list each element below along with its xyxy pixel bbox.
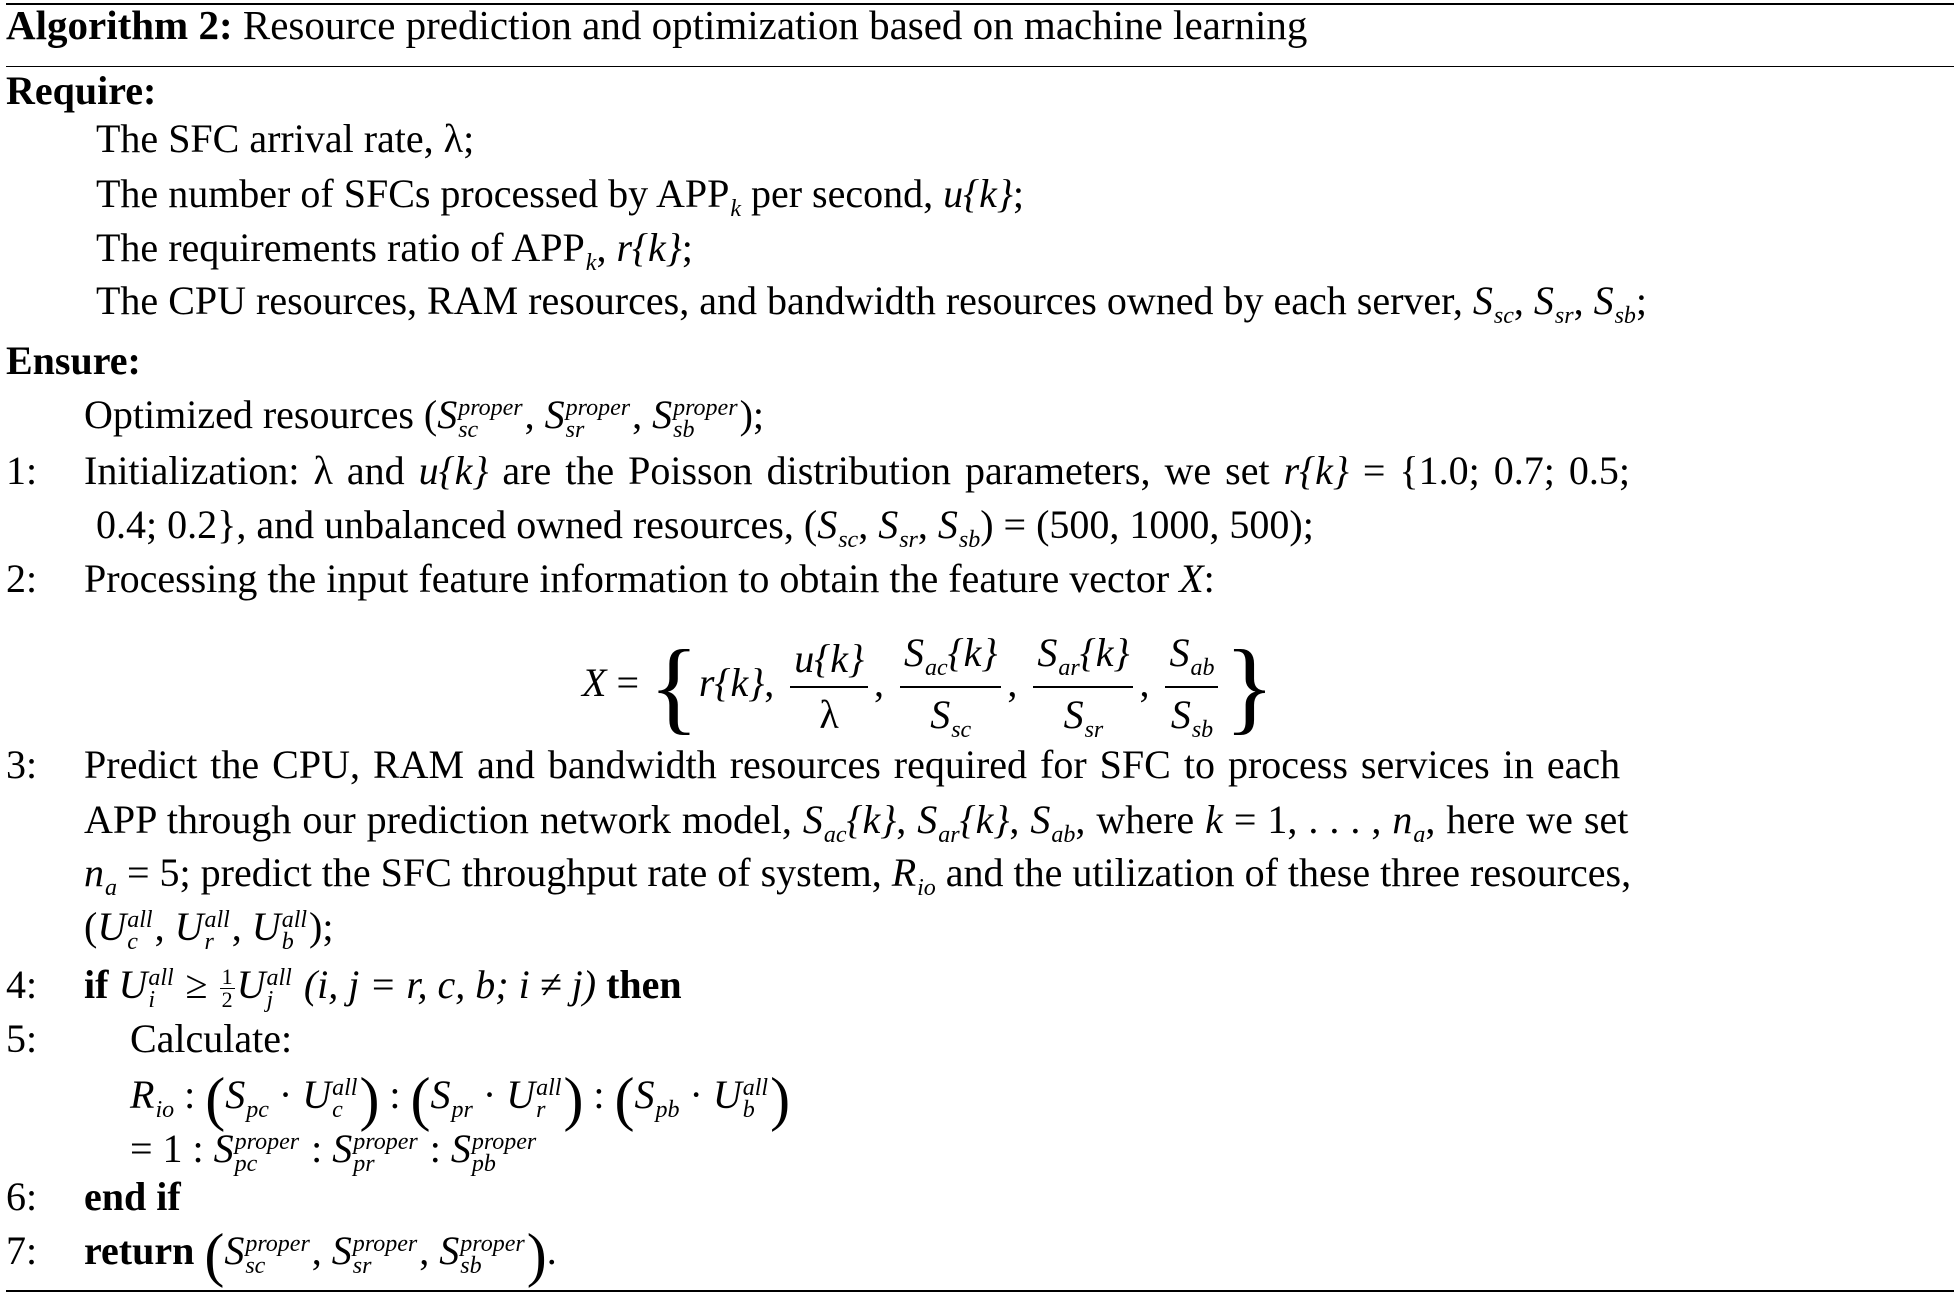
step-3-line-3: $n_a = 5$; predict the SFC throughput rate of system, $R_{io}$ and the utilization of these three resources, (84, 850, 1632, 901)
step-3-line-1: Predict the CPU, RAM and bandwidth resources required for SFC to process services in each (84, 742, 1621, 787)
step-5-ratio-line-2: = 1 : S proper pc : S proper pr : S proper pb (130, 1126, 537, 1177)
step-number-7: 7: (6, 1228, 38, 1273)
step-2-text: Processing the input feature information to obtain the feature vector X: (84, 556, 1215, 601)
algorithm-header (6, 0, 1307, 50)
require-label: Require: (6, 68, 157, 113)
step-3-line-4: (U all c , U all r , U all b ); (84, 904, 334, 955)
step-number-1: 1: (6, 448, 38, 493)
step-number-6: 6: (6, 1174, 38, 1219)
fraction-u-over-lambda: $\frac{u\{k\}}{\lambda}$ (790, 634, 868, 740)
step-5-ratio-line-1: $R_{io}$ : ($S_{pc} \cdot U$ all c ) : ($S_{pr} \cdot U$ all r ) : ($S_{pb} \cdot U$ all b ) (130, 1065, 791, 1132)
bottom-rule (6, 1290, 1954, 1292)
feature-vector-equation: X = {r{k}, $\frac{u\{k\}}{\lambda}$ , $\frac{S_{ac}\{k\}}{S_{sc}}$ , $\frac{S_{ar}\{k\}}{S_{sr}}$ , $\frac{S_{ab}}{S_{sb}}$ } (582, 629, 1275, 744)
step-3-line-2: APP through our prediction network model, $S_{ac}\{k\}$, $S_{ar}\{k\}$, $S_{ab}$, where k = 1, . . . , $n_a$, here we set (84, 797, 1629, 848)
step-number-5: 5: (6, 1016, 38, 1061)
algorithm-title: Resource prediction and optimization based on machine learning (242, 2, 1308, 48)
fraction-sar-over-ssr: $\frac{S_{ar}\{k\}}{S_{sr}}$ (1033, 628, 1133, 746)
require-item-processed-sfcs: The number of SFCs processed by $APP_k$ per second, u{k}; (96, 171, 1025, 222)
header-rule (6, 66, 1954, 67)
step-5-text: Calculate: (130, 1016, 293, 1061)
ensure-item-optimized-resources: Optimized resources (S proper sc , S proper sr , S proper sb ); (84, 392, 764, 443)
step-4-if-condition: if U all i ≥ $\frac{1}{2}$ U all j (i, j = r, c, b; i ≠ j) then (84, 962, 682, 1013)
require-item-server-resources: The CPU resources, RAM resources, and bandwidth resources owned by each server, $S_{sc}$, $S_{sr}$, $S_{sb}$; (96, 278, 1648, 329)
require-item-arrival-rate: The SFC arrival rate, λ; (96, 116, 475, 161)
step-number-2: 2: (6, 556, 38, 601)
step-1-line-1: Initialization: λ and u{k} are the Poisson distribution parameters, we set r{k} = {1.0; 0.7; 0.5; (84, 448, 1630, 493)
step-number-4: 4: (6, 962, 38, 1007)
algorithm-label: Algorithm 2: (6, 2, 233, 48)
ensure-label: Ensure: (6, 338, 141, 383)
step-6-end-if: end if (84, 1174, 181, 1219)
require-item-requirements-ratio: The requirements ratio of $APP_k$, r{k}; (96, 225, 693, 276)
step-1-line-2: 0.4; 0.2}, and unbalanced owned resources, ($S_{sc}$, $S_{sr}$, $S_{sb}) = (500$, 1000, 500); (96, 502, 1314, 553)
fraction-sac-over-ssc: $\frac{S_{ac}\{k\}}{S_{sc}}$ (900, 628, 1001, 746)
step-number-3: 3: (6, 742, 38, 787)
fraction-sab-over-ssb: $\frac{S_{ab}}{S_{sb}}$ (1165, 628, 1218, 746)
step-7-return: return (S proper sc , S proper sr , S proper sb ). (84, 1221, 557, 1288)
